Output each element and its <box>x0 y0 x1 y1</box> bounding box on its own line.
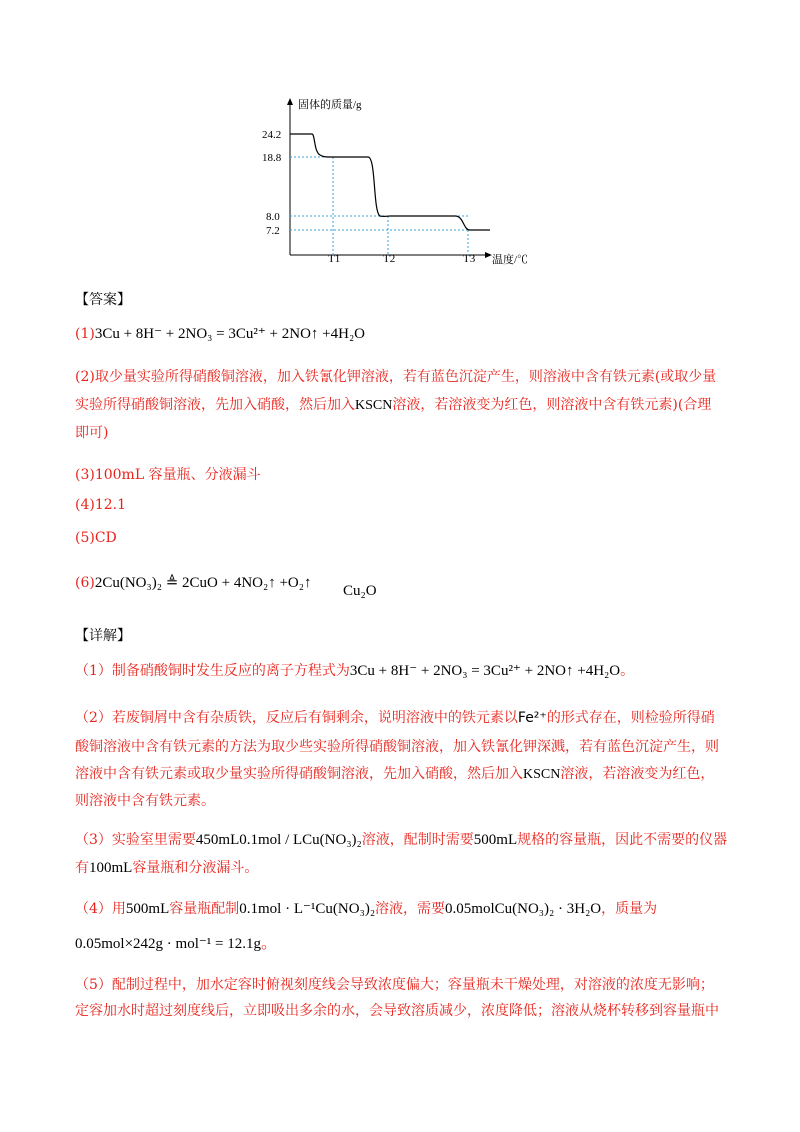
mass-temperature-chart <box>260 90 560 270</box>
y-axis-arrow <box>287 98 293 105</box>
answer-5: (5)CD <box>75 530 117 546</box>
answer-2-line-1: (2)取少量实验所得硝酸铜溶液，加入铁氰化钾溶液，若有蓝色沉淀产生，则溶液中含有铁元素(或取少量 <box>75 369 717 385</box>
x-axis-label: 温度/℃ <box>492 254 529 266</box>
answer-6-prefix: (6) <box>75 575 95 591</box>
answer-6-cu2o: Cu₂O <box>343 583 377 599</box>
detail-2-line-2: 酸铜溶液中含有铁元素的方法为取少些实验所得硝酸铜溶液，加入铁氰化钾深溅，若有蓝色沉淀产生，则 <box>75 739 719 755</box>
detail-4-mass-calc: 0.05mol×242g · mol⁻¹ = 12.1g <box>75 936 261 952</box>
answer-4: (4)12.1 <box>75 497 127 513</box>
detail-heading: 【详解】 <box>75 628 131 644</box>
detail-4-line-1e: 溶液，需要 <box>375 901 446 917</box>
y-tick-18-8: 18.8 <box>262 152 282 164</box>
detail-4-amount: 0.05molCu(NO₃)₂ · 3H₂O <box>445 901 602 917</box>
answer-2-kscn: KSCN <box>355 398 393 413</box>
x-axis-arrow <box>485 252 492 258</box>
answer-2-line-2c: 溶液，若溶液变为红色，则溶液中含有铁元素)(合理 <box>392 397 712 413</box>
detail-2-line-3c: 溶液，若溶液变为红色， <box>560 766 715 782</box>
y-tick-8-0: 8.0 <box>266 211 280 223</box>
detail-2-fe: Fe²⁺ <box>517 710 547 726</box>
y-axis-label: 固体的质量/g <box>298 99 362 111</box>
detail-5-line-2: 定容加水时超过刻度线后，立即吸出多余的水，会导致溶质减少，浓度降低；溶液从烧杯转移到容量瓶中 <box>75 1003 719 1019</box>
answer-heading: 【答案】 <box>75 292 131 308</box>
answer-2-line-2 <box>75 394 711 414</box>
detail-4-end: 。 <box>261 933 278 952</box>
detail-3-line-1a: （3）实验室里需要 <box>75 832 196 848</box>
y-tick-24-2: 24.2 <box>262 129 282 141</box>
detail-2-line-3 <box>75 763 714 783</box>
detail-4-line-2 <box>75 930 277 953</box>
detail-2-line-1a: （2）若废铜屑中含有杂质铁，反应后有铜剩余，说明溶液中的铁元素以 <box>75 710 518 726</box>
detail-3-line-2c: 容量瓶和分液漏斗。 <box>132 860 259 876</box>
answer-1 <box>75 324 365 343</box>
detail-3-500ml: 500mL <box>473 832 518 848</box>
x-tick-t1: T1 <box>328 253 341 265</box>
detail-2-line-1c: 的形式存在，则检验所得硝 <box>546 710 715 726</box>
detail-5-line-1: （5）配制过程中，加水定容时俯视刻度线会导致浓度偏大；容量瓶未干燥处理，对溶液的浓度无影响； <box>75 977 714 993</box>
answer-1-prefix: (1) <box>75 326 95 342</box>
detail-3-line-1 <box>75 829 727 849</box>
answer-6-equation: 2Cu(NO₃)₂ ≜ 2CuO + 4NO₂↑ +O₂↑ <box>94 575 312 591</box>
answer-3: (3)100mL 容量瓶、分液漏斗 <box>75 467 261 483</box>
detail-1-text: （1）制备硝酸铜时发生反应的离子方程式为 <box>75 663 350 679</box>
detail-1-equation: 3Cu + 8H⁻ + 2NO₃ = 3Cu²⁺ + 2NO↑ +4H₂O <box>349 663 621 679</box>
x-tick-t2: T2 <box>383 253 396 265</box>
detail-3-solution: 450mL0.1mol / LCu(NO₃)₂ <box>195 832 362 848</box>
detail-3-line-1c: 溶液，配制时需要 <box>361 832 474 848</box>
detail-4-line-1 <box>75 898 657 918</box>
x-tick-t3: T3 <box>463 253 476 265</box>
detail-4-concentration: 0.1mol · L⁻¹Cu(NO₃)₂ <box>239 901 376 917</box>
answer-6 <box>75 573 312 592</box>
detail-4-line-1g: ，质量为 <box>601 901 658 917</box>
detail-2-line-4: 则溶液中含有铁元素。 <box>75 793 215 809</box>
detail-3-line-2 <box>75 857 258 877</box>
detail-3-line-1e: 规格的容量瓶，因此不需要的仪器 <box>517 832 728 848</box>
detail-4-line-1c: 容量瓶配制 <box>169 901 240 917</box>
detail-2-kscn: KSCN <box>523 767 561 782</box>
detail-1 <box>75 660 634 680</box>
detail-2-line-3a: 溶液中含有铁元素或取少量实验所得硝酸铜溶液，先加入硝酸，然后加入 <box>75 766 523 782</box>
detail-3-line-2a: 有 <box>75 860 89 876</box>
detail-2-line-1 <box>75 707 715 727</box>
detail-4-line-1a: （4）用 <box>75 901 126 917</box>
y-tick-7-2: 7.2 <box>266 225 280 237</box>
answer-2-line-2a: 实验所得硝酸铜溶液，先加入硝酸，然后加入 <box>75 397 355 413</box>
answer-2-line-3: 即可) <box>75 425 109 441</box>
answer-1-equation: 3Cu + 8H⁻ + 2NO₃ = 3Cu²⁺ + 2NO↑ +4H₂O <box>94 326 366 342</box>
detail-4-500ml: 500mL <box>125 901 170 917</box>
detail-3-100ml: 100mL <box>89 860 133 876</box>
detail-1-end: 。 <box>620 663 635 679</box>
